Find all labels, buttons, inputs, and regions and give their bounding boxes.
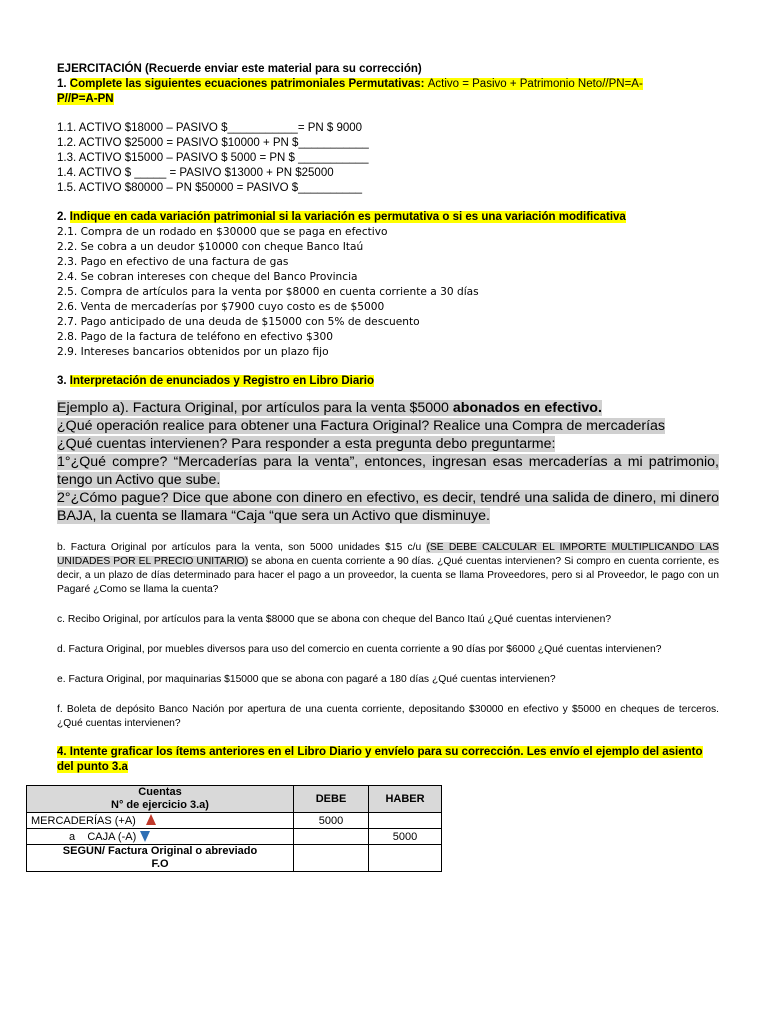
credit-prefix: a <box>69 830 76 843</box>
example-a-title: Ejemplo a). Factura Original, por artículos para la venta $5000 <box>57 400 453 416</box>
section-1-item: 1.3. ACTIVO $15000 – PASIVO $ 5000 = PN $ ___________ <box>57 152 369 164</box>
entry-description: SEGÚN/ Factura Original o abreviado F.O <box>27 845 294 872</box>
example-a-block <box>57 399 719 525</box>
example-a-question-1: ¿Qué operación realice para obtener una Factura Original? Realice una Compra de mercaderías <box>57 418 666 434</box>
section-2-item: 2.3. Pago en efectivo de una factura de gas <box>57 256 289 268</box>
section-4-number: 4 <box>57 746 64 758</box>
exercise-d: d. Factura Original, por muebles diversos para uso del comercio en cuenta corriente a 90 días por $6000 ¿Qué cuentas intervienen? <box>57 644 662 655</box>
column-header-accounts: Cuentas N° de ejercicio 3.a) <box>27 786 294 813</box>
section-1-number: 1. <box>57 78 70 90</box>
column-header-debit: DEBE <box>294 786 369 813</box>
section-3-heading <box>57 374 719 389</box>
credit-amount: 5000 <box>369 829 442 845</box>
section-3-number: 3. <box>57 375 70 387</box>
section-2-number: 2. <box>57 211 70 223</box>
section-2-heading <box>57 210 719 225</box>
column-header-credit: HABER <box>369 786 442 813</box>
credit-account: CAJA (-A) <box>87 830 137 843</box>
table-row <box>27 829 442 845</box>
section-1-heading-equation: Activo = Pasivo + Patrimonio Neto//PN=A- <box>427 78 643 90</box>
section-1-heading-text: Complete las siguientes ecuaciones patrimoniales Permutativas: <box>69 78 428 90</box>
exercise-e: e. Factura Original, por maquinarias $15000 que se abona con pagaré a 180 días ¿Qué cuentas intervienen? <box>57 674 556 685</box>
example-a-question-2: ¿Qué cuentas intervienen? Para responder a esta pregunta debo preguntarme: <box>57 436 556 452</box>
section-4-heading <box>57 745 719 775</box>
exercise-f: f. Boleta de depósito Banco Nación por apertura de una cuenta corriente, depositando $30000 en efectivo y $5000 en cheques de terceros. ¿Qué cuentas intervienen? <box>57 704 719 729</box>
table-row <box>27 845 442 872</box>
section-2-item: 2.4. Se cobran intereses con cheque del Banco Provincia <box>57 271 358 283</box>
section-4-heading-text: . Intente graficar los ítems anteriores en el Libro Diario y envíelo para su corrección. Les envío el ejemplo del asiento del punto 3.a <box>57 746 703 773</box>
debit-account: MERCADERÍAS (+A) <box>31 815 136 827</box>
journal-entry-table <box>26 785 442 872</box>
document-page <box>31 62 720 872</box>
section-1-item: 1.5. ACTIVO $80000 – PN $50000 = PASIVO $__________ <box>57 182 363 194</box>
section-2-item: 2.9. Intereses bancarios obtenidos por un plazo fijo <box>57 346 329 358</box>
section-1-heading-equation-cont: P//P=A-PN <box>57 93 114 105</box>
document-title: EJERCITACIÓN (Recuerde enviar este material para su corrección) <box>57 63 422 75</box>
table-row <box>27 813 442 829</box>
exercise-c: c. Recibo Original, por artículos para la venta $8000 que se abona con cheque del Banco Itaú ¿Qué cuentas intervienen? <box>57 614 612 625</box>
section-2-item: 2.6. Venta de mercaderías por $7900 cuyo costo es de $5000 <box>57 301 385 313</box>
section-1-item: 1.2. ACTIVO $25000 = PASIVO $10000 + PN $___________ <box>57 137 369 149</box>
exercise-b-highlight: (SE DEBE CALCULAR EL IMPORTE MULTIPLICANDO LAS UNIDADES POR EL PRECIO UNITARIO) <box>57 542 720 567</box>
credit-account-cell <box>27 829 294 845</box>
section-2-heading-text: Indique en cada variación patrimonial si la variación es permutativa o si es una variación modificativa <box>69 211 626 223</box>
section-1-heading <box>57 77 719 92</box>
section-2-item: 2.8. Pago de la factura de teléfono en efectivo $300 <box>57 331 333 343</box>
section-1-item: 1.4. ACTIVO $ _____ = PASIVO $13000 + PN $25000 <box>57 167 334 179</box>
arrow-down-icon <box>140 831 150 842</box>
example-a-title-bold: abonados en efectivo. <box>452 400 602 416</box>
section-3-heading-text: Interpretación de enunciados y Registro en Libro Diario <box>69 375 374 387</box>
section-1-item: 1.1. ACTIVO $18000 – PASIVO $___________= PN $ 9000 <box>57 122 363 134</box>
exercise-b: b. Factura Original por artículos para la venta, son 5000 unidades $15 c/u (SE DEBE CALCULAR EL IMPORTE MULTIPLICANDO LAS UNIDADES POR EL PRECIO UNITARIO) se abona en cuenta corriente a 90 días. ¿Qué cuentas intervienen? Si compro en cuenta corriente, es decir, a un plazo de días determinado para hacer el pago a un proveedor, la cuenta se llama Proveedores, pero si al Proveedor, le pago con un Pagaré ¿Como se llama la cuenta? <box>57 542 720 595</box>
exercise-number: N° de ejercicio 3.a) <box>111 799 209 811</box>
section-2-item: 2.5. Compra de artículos para la venta por $8000 en cuenta corriente a 30 días <box>57 286 479 298</box>
example-a-answer-2: 2°¿Cómo pague? Dice que abone con dinero en efectivo, es decir, tendré una salida de dinero, mi dinero BAJA, la cuenta se llamara “Caja “que sera un Activo que disminuye. <box>57 490 719 524</box>
debit-amount: 5000 <box>294 813 369 829</box>
section-2-item: 2.1. Compra de un rodado en $30000 que se paga en efectivo <box>57 226 388 238</box>
section-2-item: 2.2. Se cobra a un deudor $10000 con cheque Banco Itaú <box>57 241 364 253</box>
arrow-up-icon <box>146 814 156 825</box>
example-a-answer-1: 1°¿Qué compre? “Mercaderías para la venta”, entonces, ingresan esas mercaderías a mi patrimonio, tengo un Activo que sube. <box>57 454 719 488</box>
debit-account-cell <box>27 813 294 829</box>
section-2-item: 2.7. Pago anticipado de una deuda de $15000 con 5% de descuento <box>57 316 420 328</box>
